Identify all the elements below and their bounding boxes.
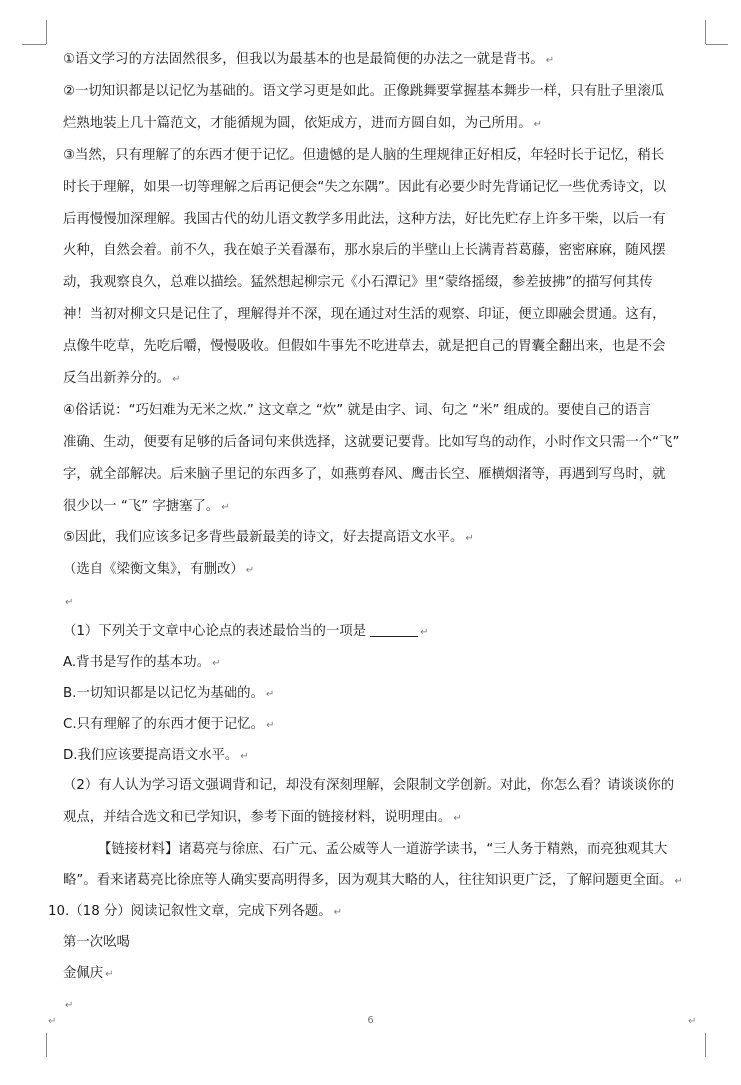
article-title: 第一次吆喝 — [63, 935, 130, 950]
paragraph-3-line: 神！当初对柳文只是记住了，理解得并不深，现在通过对生活的观察、印证，便立即融会贯通。这有， — [63, 307, 666, 322]
paragraph-4-line: 字，就全部解决。后来脑子里记的东西多了，如燕剪春风、鹰击长空、雁横烟渚等，再遇到写鸟时，就 — [63, 467, 666, 482]
footer-return-mark: ↵ — [688, 1016, 697, 1027]
crop-mark-top-right-vertical — [705, 20, 706, 44]
paragraph-4-line: ④俗话说：“巧妇难为无米之炊.” 这文章之 “炊” 就是由字、词、句之 “米” 组成的。要使自己的语言 — [63, 403, 652, 418]
paragraph-3-line: 反刍出新养分的。 ↵ — [63, 371, 181, 386]
question-10-heading: 10.（18 分）阅读记叙性文章，完成下列各题。 ↵ — [48, 904, 343, 919]
paragraph-2-line: 烂熟地装上几十篇范文，才能循规为圆，依矩成方，进而方圆自如，为己所用。 ↵ — [63, 116, 543, 131]
empty-paragraph: ↵ — [65, 597, 74, 608]
paragraph-1-line: ①语文学习的方法固然很多，但我以为最基本的也是最简便的办法之一就是背书。 ↵ — [63, 52, 555, 67]
question-1-stem: （1）下列关于文章中心论点的表述最恰当的一项是 ↵ — [63, 624, 429, 639]
question-2-line: 观点，并结合选文和已学知识，参考下面的链接材料，说明理由。 ↵ — [63, 810, 462, 825]
paragraph-3-line: 时长于理解，如果一切等理解之后再记便会“失之东隅”。因此有必要少时先背诵记忆一些优秀诗文，以 — [63, 180, 667, 195]
empty-paragraph: ↵ — [65, 1000, 74, 1011]
crop-mark-top-left — [22, 44, 46, 45]
crop-mark-bottom-left — [46, 1033, 47, 1057]
paragraph-3-line: ③当然，只有理解了的东西才便于记忆。但遗憾的是人脑的生理规律正好相反，年轻时长于记忆，稍长 — [63, 148, 665, 163]
question-2-line: （2）有人认为学习语文强调背和记，却没有深刻理解，会限制文学创新。对此，你怎么看？请谈谈你的 — [63, 778, 675, 793]
paragraph-3-line: 火种，自然会着。前不久，我在娘子关看瀑布，那水泉后的半壁山上长满青苔葛藤，密密麻麻，随风摆 — [63, 243, 666, 258]
question-1-option-b: B.一切知识都是以记忆为基础的。 ↵ — [63, 686, 275, 701]
question-1-option-a: A.背书是写作的基本功。 ↵ — [63, 655, 221, 670]
question-1-option-d: D.我们应该要提高语文水平。 ↵ — [63, 748, 249, 763]
source-citation: （选自《梁衡文集》，有删改） ↵ — [63, 562, 255, 577]
page-number: 6 — [367, 1015, 374, 1026]
crop-mark-top-left-vertical — [46, 20, 47, 44]
crop-mark-bottom-right — [705, 1033, 706, 1057]
article-author: 金佩庆 ↵ — [63, 966, 114, 981]
paragraph-3-line: 点像牛吃草，先吃后嚼，慢慢吸收。但假如牛事先不吃进草去，就是把自己的胃囊全翻出来，也是不会 — [63, 339, 666, 354]
question-1-option-c: C.只有理解了的东西才便于记忆。 ↵ — [63, 717, 275, 732]
crop-mark-top-right — [706, 44, 728, 45]
answer-blank — [370, 624, 418, 637]
link-material-line: 略”。看来诸葛亮比徐庶等人确实要高明得多，因为观其大略的人，往往知识更广泛，了解问题更全面。 ↵ — [63, 873, 683, 888]
paragraph-3-line: 后再慢慢加深理解。我国古代的幼儿语文教学多用此法，这种方法，好比先贮存上许多干柴，以后一有 — [63, 212, 666, 227]
link-material-line: 【链接材料】诸葛亮与徐庶、石广元、孟公威等人一道游学读书，“三人务于精熟，而亮独观其大 — [98, 842, 668, 857]
footer-return-mark: ↵ — [48, 1016, 57, 1027]
paragraph-3-line: 动，我观察良久，总难以描绘。猛然想起柳宗元《小石潭记》里“蒙络摇缀，参差披拂”的描写何其传 — [63, 275, 653, 290]
paragraph-5-line: ⑤因此，我们应该多记多背些最新最美的诗文，好去提高语文水平。 ↵ — [63, 530, 474, 545]
paragraph-4-line: 准确、生动，便要有足够的后备词句来供选择，这就要记要背。比如写鸟的动作，小时作文只需一个“飞” — [63, 435, 680, 450]
paragraph-4-line: 很少以一 “飞” 字搪塞了。 ↵ — [63, 499, 230, 514]
paragraph-2-line: ②一切知识都是以记忆为基础的。语文学习更是如此。正像跳舞要掌握基本舞步一样，只有肚子里滚瓜 — [63, 84, 665, 99]
